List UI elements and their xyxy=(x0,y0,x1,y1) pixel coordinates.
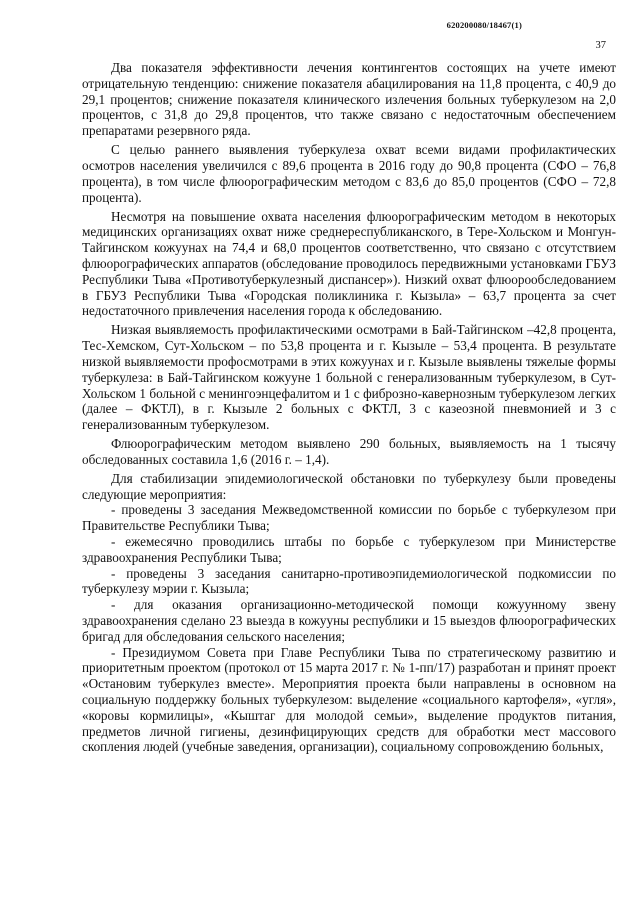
paragraph-treatment-efficiency: Два показателя эффективности лечения контингентов состоящих на учете имеют отрицательную тенденцию: снижение показателя абацилирования на 11,8 процента, с 40,9 до 29,1 процентов; снижение показателя клинического излечения больных туберкулезом на 2,0 процентов, с 31,8 до 29,8 процентов, что также связано с недостаточным обеспечением препаратами резервного ряда. xyxy=(82,60,616,139)
list-item-commission-meetings: - проведены 3 заседания Межведомственной комиссии по борьбе с туберкулезом при Правительстве Республики Тыва; xyxy=(82,502,616,534)
document-id: 620200080/18467(1) xyxy=(446,20,522,30)
paragraph-prophylactic-coverage: С целью раннего выявления туберкулеза охват всеми видами профилактических осмотров населения увеличился с 89,6 процента в 2016 году до 90,8 процента (СФО – 76,8 процента), в том числе флюорографическим методом с 83,6 до 85,0 процентов (СФО – 72,8 процента). xyxy=(82,142,616,205)
list-item-project-stop-tb: - Президиумом Совета при Главе Республики Тыва по стратегическому развитию и приоритетным проектом (протокол от 15 марта 2017 г. № 1-пп/17) разработан и принят проект «Остановим туберкулез вместе». Мероприятия проекта были направлены в основном на социальную поддержку больных туберкулезом: выделение «социального картофеля», «угля», «коровы кормилицы», «Кыштаг для молодой семьи», выделение продуктов питания, предметов личной гигиены, дезинфицирующих средств для обработки мест массового скопления людей (учебные заведения, организации), социальному сопровождению больных, xyxy=(82,644,616,755)
paragraph-measures-intro: Для стабилизации эпидемиологической обстановки по туберкулезу были проведены следующие мероприятия: xyxy=(82,470,616,502)
list-item-field-visits: - для оказания организационно-методической помощи кожуунному звену здравоохранения сделано 23 выезда в кожууны республики и 15 выездов флюорографических бригад для обследования сельского населения; xyxy=(82,597,616,644)
body-text xyxy=(82,60,616,755)
list-item-monthly-staff-meetings: - ежемесячно проводились штабы по борьбе с туберкулезом при Министерстве здравоохранения Республики Тыва; xyxy=(82,534,616,565)
paragraph-fluorography-detected: Флюорографическим методом выявлено 290 больных, выявляемость на 1 тысячу обследованных составила 1,6 (2016 г. – 1,4). xyxy=(82,436,616,467)
page-number: 37 xyxy=(595,40,606,51)
paragraph-fluorography-coverage: Несмотря на повышение охвата населения флюорографическим методом в некоторых медицинских организациях охват ниже среднереспубликанского, в Тере-Хольском и Монгун-Тайгинском кожуунах на 74,4 и 68,0 процентов соответственно, что связано с отсутствием флюорографических аппаратов (обследование проводилось передвижными установками ГБУЗ Республики Тыва «Противотуберкулезный диспансер»). Низкий охват флюорообследованием в ГБУЗ Республики Тыва «Городская поликлиника г. Кызыла» – 63,7 процента за счет недостаточного привлечения населения города к обследованию. xyxy=(82,208,616,319)
list-item-subcommission-meetings: - проведены 3 заседания санитарно-противоэпидемиологической подкомиссии по туберкулезу мэрии г. Кызыла; xyxy=(82,565,616,597)
paragraph-low-detection: Низкая выявляемость профилактическими осмотрами в Бай-Тайгинском –42,8 процента, Тес-Хемском, Сут-Хольском – по 53,8 процента и г. Кызыле – 53,4 процента. В результате низкой выявляемости профосмотрами в этих кожуунах и г. Кызыле выявлены тяжелые формы туберкулеза: в Бай-Тайгинском кожууне 1 больной с генерализованным туберкулезом, в Сут-Хольском 1 больной с менингоэнцефалитом и 1 с фиброзно-кавернозным туберкулезом легких (далее – ФКТЛ), в г. Кызыле 2 больных с ФКТЛ, 3 с казеозной пневмонией и 3 с генерализованным туберкулезом. xyxy=(82,322,616,433)
